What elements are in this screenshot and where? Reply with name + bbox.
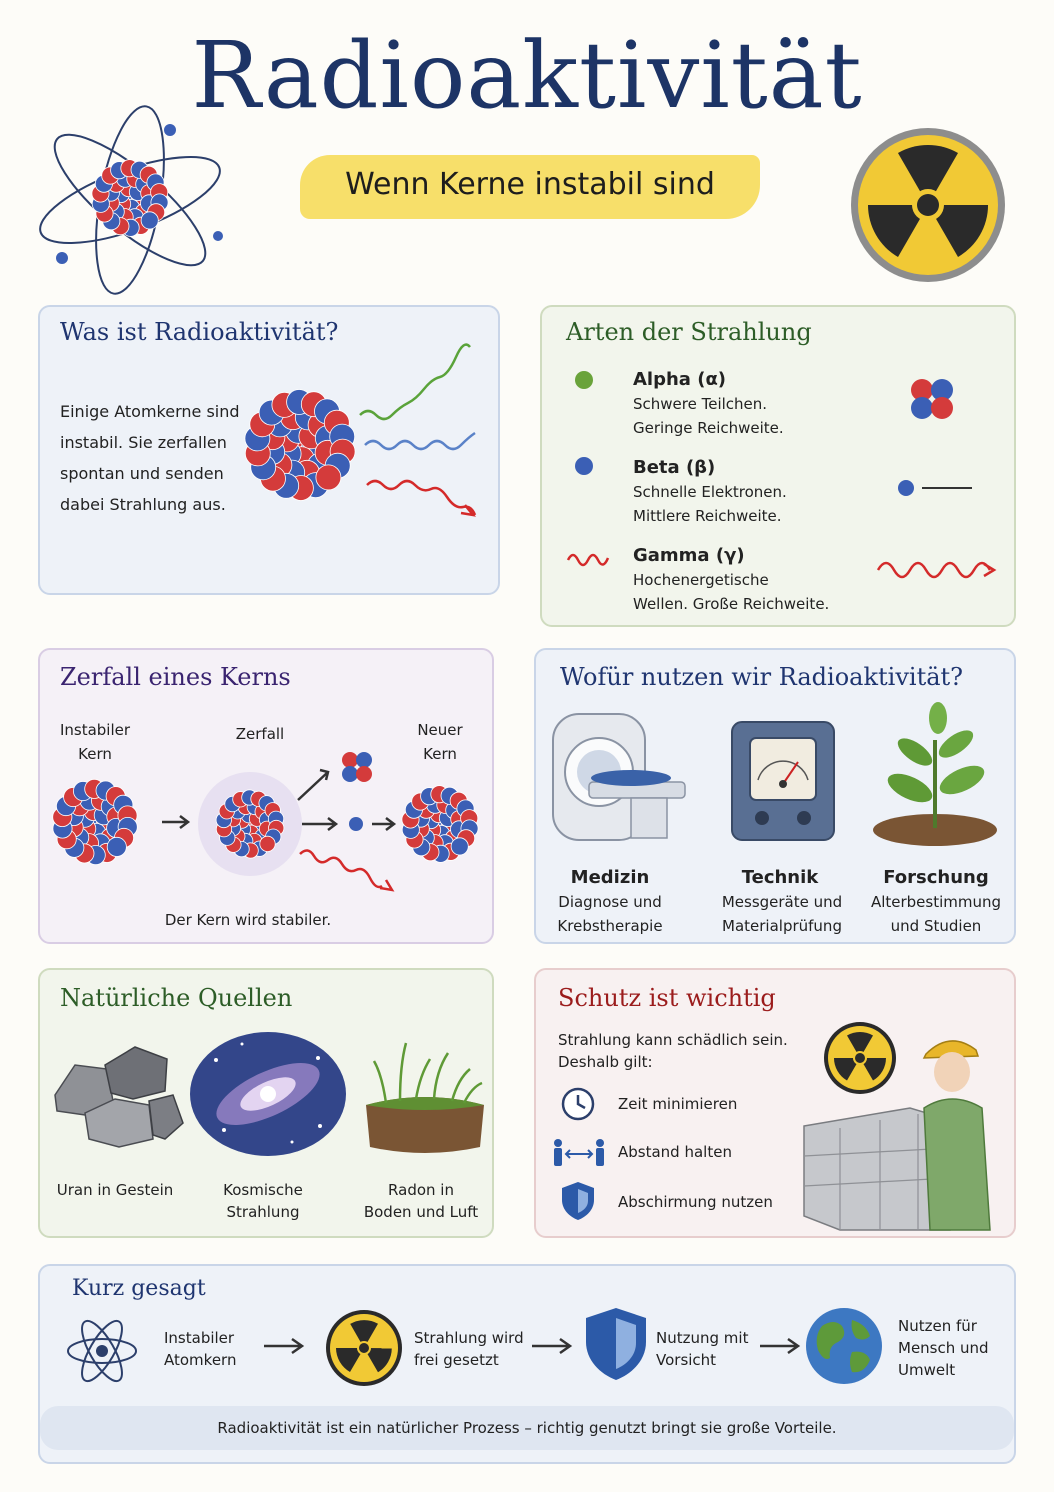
nucleus-emitting-radiation (245, 345, 485, 535)
card-radiation-types-title: Arten der Strahlung (566, 318, 812, 346)
summary-step-3-line-1: Nutzung mit (656, 1329, 749, 1347)
unstable-label-2: Kern (78, 745, 112, 763)
what-is-line-2: instabil. Sie zerfallen (60, 433, 227, 452)
distance-people-icon (552, 1138, 606, 1168)
gamma-wave-arrow-icon (876, 556, 1000, 584)
soil-grass-icon (360, 1035, 490, 1160)
card-natural-sources-title: Natürliche Quellen (60, 984, 293, 1012)
summary-step-2-line-2: frei gesetzt (414, 1351, 499, 1369)
rock-icon (45, 1035, 185, 1150)
shield-icon (584, 1306, 648, 1382)
nucleon (141, 212, 158, 229)
usage-technology-name: Technik (741, 867, 819, 888)
seedling-icon (870, 700, 1000, 850)
card-protection-title: Schutz ist wichtig (558, 984, 776, 1012)
source-radon-line-1: Radon in (388, 1181, 454, 1199)
wall-and-worker-illustration (800, 1016, 1006, 1234)
nucleon (316, 465, 341, 490)
galaxy-icon (188, 1030, 348, 1158)
usage-medicine-name: Medizin (570, 867, 650, 888)
summary-step-4-line-3: Umwelt (898, 1361, 956, 1379)
red-wave-icon (566, 548, 610, 568)
new-nucleus-label-2: Kern (423, 745, 457, 763)
protection-intro-2: Deshalb gilt: (558, 1053, 653, 1071)
nucleon (260, 836, 275, 851)
beta-line-1: Schnelle Elektronen. (633, 483, 787, 501)
arrow-icon (530, 1336, 576, 1356)
usage-research-line-1: Alterbestimmung (870, 893, 1002, 911)
summary-step-4-line-2: Mensch und (898, 1339, 989, 1357)
new-nucleus-label-1: Neuer (417, 721, 463, 739)
nucleon (107, 837, 126, 856)
usage-research-line-2: und Studien (890, 917, 982, 935)
nucleon (451, 838, 468, 855)
source-uranium-line-1: Uran in Gestein (56, 1181, 174, 1199)
what-is-line-4: dabei Strahlung aus. (60, 495, 226, 514)
rule-distance: Abstand halten (618, 1143, 732, 1161)
rule-shielding: Abschirmung nutzen (618, 1193, 773, 1211)
arrow-icon (262, 1336, 308, 1356)
usage-technology-line-2: Materialprüfung (722, 917, 842, 935)
unstable-label-1: Instabiler (59, 721, 131, 739)
arrow-icon (758, 1336, 804, 1356)
radiation-icon (324, 1308, 404, 1388)
page-subtitle: Wenn Kerne instabil sind (345, 167, 715, 202)
gamma-line-2: Wellen. Große Reichweite. (633, 595, 830, 613)
decay-caption: Der Kern wird stabiler. (164, 911, 332, 929)
card-decay-title: Zerfall eines Kerns (60, 663, 291, 691)
alpha-line-2: Geringe Reichweite. (633, 419, 784, 437)
radiation-symbol-icon (848, 125, 1008, 285)
card-usage-title: Wofür nutzen wir Radioaktivität? (560, 663, 964, 691)
clock-icon (560, 1086, 596, 1122)
electron-icon (896, 478, 976, 498)
atom-icon (64, 1316, 140, 1386)
alpha-line-1: Schwere Teilchen. (633, 395, 768, 413)
summary-step-2-line-1: Strahlung wird (414, 1329, 524, 1347)
measuring-device-icon (728, 718, 838, 848)
mri-scanner-icon (545, 710, 695, 850)
card-summary-title: Kurz gesagt (72, 1276, 206, 1301)
globe-icon (804, 1306, 884, 1386)
blue-dot-icon (574, 456, 594, 476)
atom-illustration (30, 120, 230, 270)
source-cosmic-line-1: Kosmische (223, 1181, 303, 1199)
source-cosmic-line-2: Strahlung (226, 1203, 300, 1221)
alpha-particle-icon (905, 372, 959, 426)
page-title: Radioaktivität (191, 22, 863, 129)
usage-research-name: Forschung (883, 867, 989, 888)
usage-medicine-line-1: Diagnose und (558, 893, 662, 911)
decay-label: Zerfall (235, 725, 285, 743)
what-is-line-3: spontan und senden (60, 464, 224, 483)
summary-step-1-line-2: Atomkern (164, 1351, 237, 1369)
what-is-line-1: Einige Atomkerne sind (60, 402, 240, 421)
gamma-line-1: Hochenergetische (633, 571, 769, 589)
summary-step-1-line-1: Instabiler (164, 1329, 235, 1347)
beta-line-2: Mittlere Reichweite. (633, 507, 782, 525)
source-radon-line-2: Boden und Luft (363, 1203, 479, 1221)
alpha-name: Alpha (α) (633, 369, 727, 390)
protection-intro-1: Strahlung kann schädlich sein. (558, 1031, 788, 1049)
summary-step-4-line-1: Nutzen für (898, 1317, 977, 1335)
card-what-is-title: Was ist Radioaktivität? (60, 318, 339, 346)
usage-technology-line-1: Messgeräte und (721, 893, 843, 911)
usage-medicine-line-2: Krebstherapie (557, 917, 663, 935)
rule-time: Zeit minimieren (618, 1095, 738, 1113)
green-dot-icon (574, 370, 594, 390)
summary-footer: Radioaktivität ist ein natürlicher Prozess – richtig genutzt bringt sie große Vorteile. (217, 1419, 837, 1437)
summary-step-3-line-2: Vorsicht (656, 1351, 717, 1369)
gamma-name: Gamma (γ) (633, 545, 745, 566)
decay-diagram (50, 770, 490, 900)
beta-name: Beta (β) (633, 457, 716, 478)
shield-icon (560, 1180, 596, 1222)
